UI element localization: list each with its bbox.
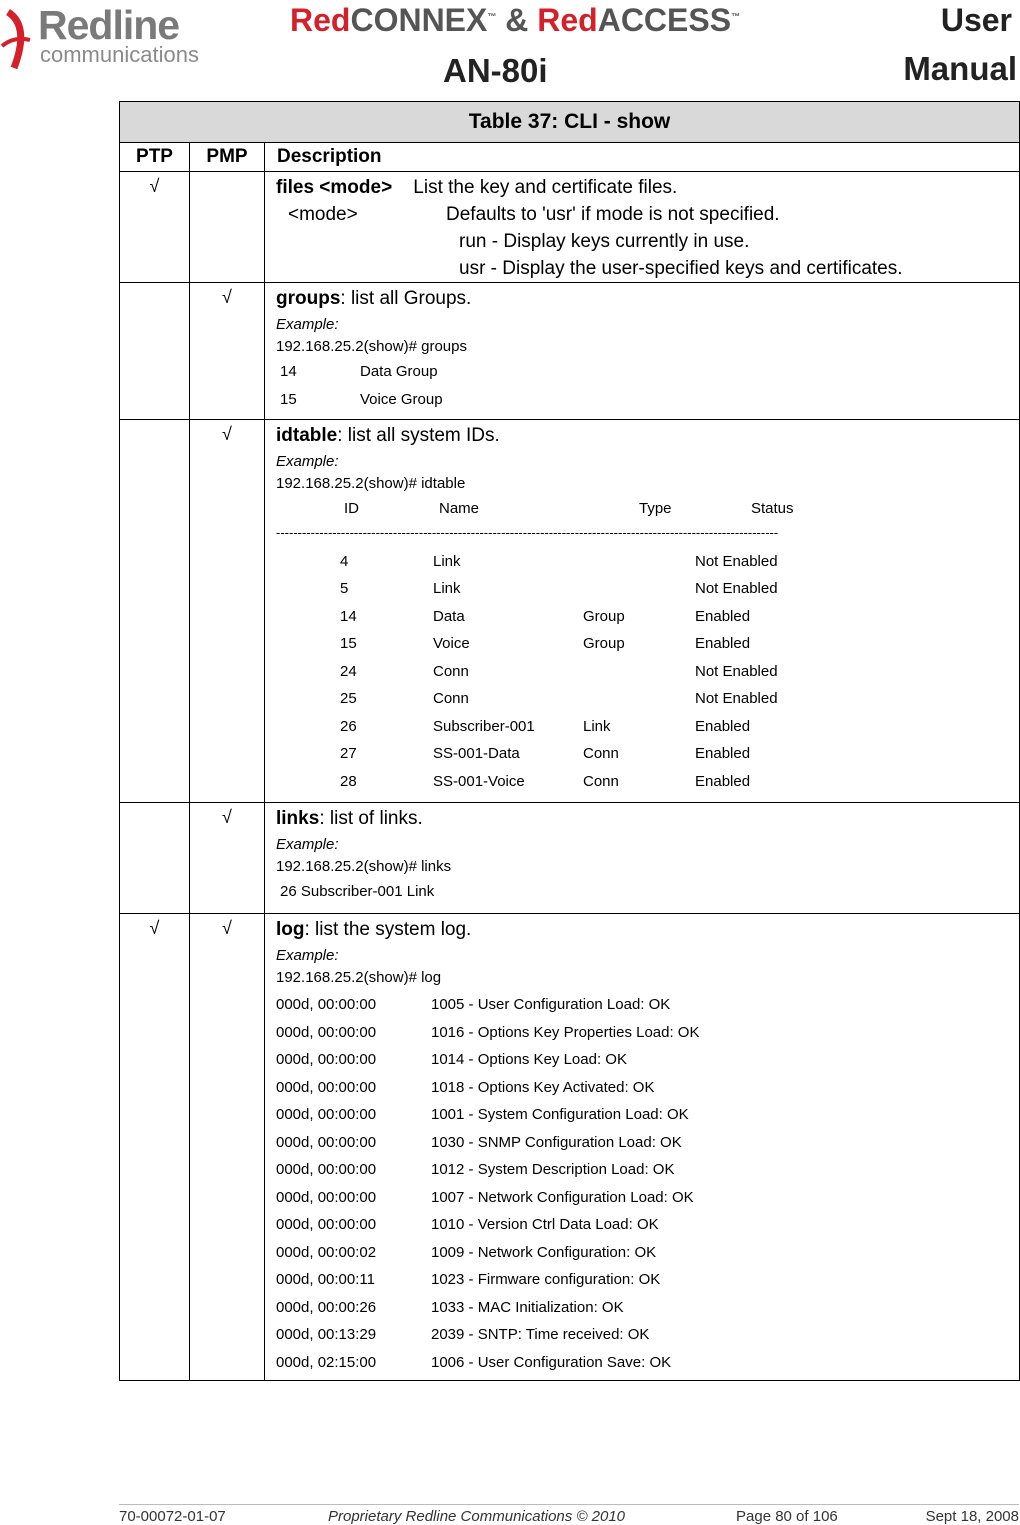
log-timestamp: 000d, 00:00:00 [276, 1161, 377, 1178]
log-entry [276, 1129, 1019, 1157]
command-desc: List the key and certificate files. [413, 177, 678, 198]
idtable-cell-id: 5 [340, 580, 349, 597]
example-prompt: 192.168.25.2(show)# log [276, 969, 442, 986]
idtable-cell-id: 28 [340, 772, 357, 790]
redline-logo [0, 2, 215, 82]
idtable-cell-status: Not Enabled [695, 690, 778, 707]
idtable-cell-id: 14 [340, 607, 357, 625]
trademark-1: ™ [487, 11, 497, 22]
idtable-cell-type: Group [583, 607, 625, 625]
idtable-row [276, 603, 1019, 631]
idtable-row [276, 548, 1019, 576]
log-message: 2039 - SNTP: Time received: OK [431, 1326, 650, 1343]
column-header-ptp: PTP [120, 143, 190, 172]
log-rows [276, 991, 1019, 1376]
idtable-cell-name: Conn [433, 662, 469, 680]
idtable-row [276, 768, 1019, 796]
log-entry [276, 1074, 1019, 1102]
idtable-cell-id: 26 [340, 717, 357, 735]
log-timestamp: 000d, 00:00:00 [276, 1051, 377, 1068]
option-usr: usr - Display the user-specified keys and certificates. [459, 258, 903, 279]
log-entry [276, 1156, 1019, 1184]
idtable-cell-type: Group [583, 635, 625, 652]
idtable-cell-status: Enabled [695, 772, 751, 790]
log-description [265, 914, 1020, 1381]
idtable-cell-status: Not Enabled [695, 580, 778, 597]
log-timestamp: 000d, 00:00:00 [276, 1188, 377, 1206]
idtable-row [276, 740, 1019, 768]
log-timestamp: 000d, 00:00:26 [276, 1298, 377, 1316]
table-row-groups [120, 283, 1020, 420]
page-header [0, 0, 1020, 100]
idtable-header-id: ID [344, 500, 359, 517]
log-entry [276, 1349, 1019, 1377]
idtable-cell-type [583, 658, 695, 686]
ptp-empty [120, 283, 190, 420]
brand-ampersand: & [505, 2, 529, 38]
example-label: Example: [276, 316, 339, 333]
idtable-cell-name: Data [433, 607, 465, 625]
idtable-cell-type: Link [583, 717, 611, 735]
idtable-cell-id: 25 [340, 690, 357, 707]
trademark-2: ™ [731, 11, 741, 22]
brand-access: ACCESS [597, 2, 732, 38]
table-row-idtable [120, 420, 1020, 803]
idtable-cell-type [583, 575, 695, 603]
log-message: 1016 - Options Key Properties Load: OK [431, 1023, 700, 1041]
log-message: 1010 - Version Ctrl Data Load: OK [431, 1216, 659, 1233]
log-timestamp: 000d, 02:15:00 [276, 1353, 377, 1371]
command-desc: : list the system log. [304, 919, 472, 940]
log-message: 1023 - Firmware configuration: OK [431, 1271, 661, 1288]
idtable-cell-id: 24 [340, 662, 357, 680]
log-timestamp: 000d, 00:13:29 [276, 1326, 377, 1343]
idtable-cell-type: Conn [583, 745, 619, 762]
links-output: 26 Subscriber-001 Link [280, 883, 435, 900]
header-title-user: User [940, 2, 1012, 38]
idtable-row [276, 658, 1019, 686]
idtable-cell-name: Link [433, 552, 461, 570]
log-timestamp: 000d, 00:00:11 [276, 1271, 375, 1288]
log-timestamp: 000d, 00:00:00 [276, 1078, 377, 1096]
idtable-header-type: Type [639, 500, 672, 517]
idtable-row [276, 685, 1019, 713]
log-message: 1007 - Network Configuration Load: OK [431, 1188, 694, 1206]
cli-show-table [119, 101, 1020, 1381]
log-message: 1001 - System Configuration Load: OK [431, 1106, 689, 1123]
log-message: 1018 - Options Key Activated: OK [431, 1078, 655, 1096]
log-message: 1033 - MAC Initialization: OK [431, 1298, 624, 1316]
idtable-cell-status: Enabled [695, 635, 751, 652]
pmp-check: √ [190, 420, 265, 803]
log-entry [276, 1046, 1019, 1074]
log-message: 1014 - Options Key Load: OK [431, 1051, 627, 1068]
idtable-cell-name: Subscriber-001 [433, 717, 535, 735]
ptp-empty [120, 803, 190, 914]
table-row-log [120, 914, 1020, 1381]
idtable-header-row [276, 495, 1019, 523]
log-entry [276, 1294, 1019, 1322]
log-entry [276, 1321, 1019, 1349]
group-name: Voice Group [360, 390, 443, 408]
idtable-rows [276, 548, 1019, 796]
log-entry [276, 1101, 1019, 1129]
column-header-pmp: PMP [190, 143, 265, 172]
idtable-cell-name: SS-001-Data [433, 745, 520, 762]
product-brand [290, 2, 740, 39]
idtable-cell-status: Enabled [695, 717, 751, 735]
idtable-cell-name: Voice [433, 635, 470, 652]
idtable-cell-type: Conn [583, 772, 619, 790]
group-id: 15 [280, 390, 297, 408]
idtable-description [265, 420, 1020, 803]
log-entry [276, 1211, 1019, 1239]
pmp-empty [190, 172, 265, 283]
groups-output-row [276, 386, 1019, 414]
idtable-cell-id: 15 [340, 635, 357, 652]
log-message: 1006 - User Configuration Save: OK [431, 1353, 672, 1371]
page-footer [119, 1504, 1019, 1525]
example-prompt: 192.168.25.2(show)# groups [276, 338, 467, 355]
idtable-cell-type [583, 548, 695, 576]
links-description [265, 803, 1020, 914]
idtable-cell-name: Link [433, 580, 461, 597]
idtable-cell-name: Conn [433, 690, 469, 707]
redline-logo-icon [0, 6, 40, 76]
idtable-cell-status: Enabled [695, 745, 751, 762]
param-desc: Defaults to 'usr' if mode is not specified. [446, 204, 780, 225]
command-name: files <mode> [276, 177, 393, 198]
pmp-check: √ [190, 803, 265, 914]
idtable-cell-status: Enabled [695, 607, 751, 625]
idtable-cell-id: 4 [340, 552, 349, 570]
idtable-row [276, 575, 1019, 603]
log-timestamp: 000d, 00:00:02 [276, 1243, 377, 1261]
idtable-separator: -------------------------------------------------------------------------------------------------------------------- [276, 524, 779, 540]
example-label: Example: [276, 453, 339, 470]
idtable-cell-status: Not Enabled [695, 662, 778, 680]
command-name: idtable [276, 425, 338, 446]
command-name: groups [276, 288, 341, 309]
example-prompt: 192.168.25.2(show)# idtable [276, 475, 466, 492]
footer-page-number: Page 80 of 106 [736, 1508, 838, 1525]
log-timestamp: 000d, 00:00:00 [276, 1133, 377, 1151]
idtable-header-status: Status [751, 500, 794, 517]
command-desc: : list of links. [319, 808, 423, 829]
idtable-header-name: Name [439, 500, 480, 517]
log-entry [276, 1266, 1019, 1294]
logo-subtitle: communications [40, 42, 199, 67]
log-entry [276, 991, 1019, 1019]
idtable-row [276, 713, 1019, 741]
column-header-description: Description [265, 143, 1020, 172]
footer-doc-number: 70-00072-01-07 [119, 1508, 226, 1525]
brand-connex: CONNEX [350, 2, 488, 38]
group-name: Data Group [360, 363, 438, 380]
product-name: AN-80i [443, 52, 548, 89]
example-prompt: 192.168.25.2(show)# links [276, 858, 452, 875]
log-entry [276, 1184, 1019, 1212]
header-title-manual: Manual [903, 50, 1017, 87]
ptp-empty [120, 420, 190, 803]
command-name: log [276, 919, 305, 940]
example-label: Example: [276, 947, 339, 964]
idtable-cell-type [583, 685, 695, 713]
groups-output-row [276, 358, 1019, 386]
command-name: links [276, 808, 320, 829]
log-message: 1009 - Network Configuration: OK [431, 1243, 657, 1261]
group-id: 14 [280, 363, 297, 380]
log-entry [276, 1239, 1019, 1267]
table-caption: Table 37: CLI - show [120, 102, 1020, 143]
log-timestamp: 000d, 00:00:00 [276, 1216, 377, 1233]
footer-copyright: Proprietary Redline Communications © 2010 [328, 1508, 626, 1525]
example-label: Example: [276, 836, 339, 853]
groups-description [265, 283, 1020, 420]
log-message: 1030 - SNMP Configuration Load: OK [431, 1133, 682, 1151]
option-run: run - Display keys currently in use. [459, 231, 750, 252]
ptp-check: √ [120, 914, 190, 1381]
idtable-cell-id: 27 [340, 745, 357, 762]
ptp-check: √ [120, 172, 190, 283]
idtable-row [276, 630, 1019, 658]
idtable-cell-status: Not Enabled [695, 552, 778, 570]
footer-date: Sept 18, 2008 [925, 1508, 1019, 1525]
table-row-files [120, 172, 1020, 283]
files-description [265, 172, 1020, 283]
brand-red-1: Red [290, 2, 351, 38]
log-entry [276, 1019, 1019, 1047]
log-message: 1005 - User Configuration Load: OK [431, 996, 671, 1013]
pmp-check: √ [190, 283, 265, 420]
pmp-check: √ [190, 914, 265, 1381]
log-timestamp: 000d, 00:00:00 [276, 1106, 377, 1123]
logo-wordmark: Redline [38, 2, 180, 48]
command-desc: : list all Groups. [340, 288, 472, 309]
log-timestamp: 000d, 00:00:00 [276, 996, 377, 1013]
brand-red-2: Red [537, 2, 598, 38]
idtable-cell-name: SS-001-Voice [433, 772, 525, 790]
table-row-links [120, 803, 1020, 914]
param-name: <mode> [288, 204, 358, 225]
log-message: 1012 - System Description Load: OK [431, 1161, 675, 1178]
log-timestamp: 000d, 00:00:00 [276, 1023, 377, 1041]
command-desc: : list all system IDs. [337, 425, 500, 446]
